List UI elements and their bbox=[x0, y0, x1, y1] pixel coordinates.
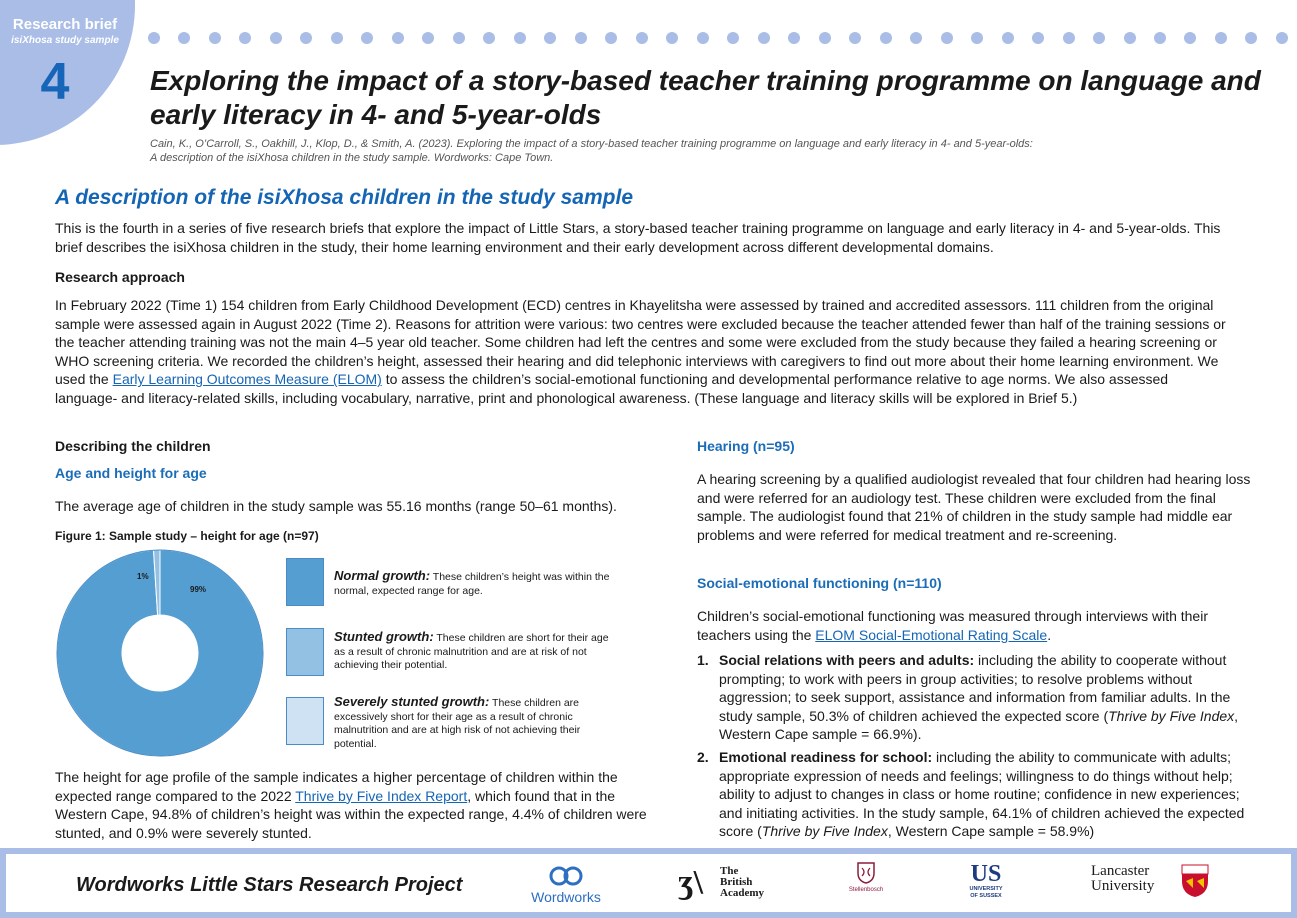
section-title: A description of the isiXhosa children in the study sample bbox=[55, 186, 633, 209]
social-emotional-paragraph bbox=[697, 607, 1252, 644]
age-paragraph: The average age of children in the study sample was 55.16 months (range 50–61 months). bbox=[55, 498, 617, 514]
divider-dot bbox=[422, 32, 434, 44]
corner-sublabel: isiXhosa study sample bbox=[11, 35, 119, 46]
brief-number: 4 bbox=[40, 53, 70, 111]
lancaster-text bbox=[1091, 864, 1154, 894]
lancaster-line: Lancaster bbox=[1091, 863, 1150, 879]
dotted-divider bbox=[148, 32, 1288, 44]
divider-dot bbox=[331, 32, 343, 44]
legend-desc: These children are short for their age as a result of chronic malnutrition and are at risk of not achieving their potential. bbox=[334, 632, 609, 671]
divider-dot bbox=[819, 32, 831, 44]
list-item-text: including the ability to communicate with adults; appropriate expression of needs and feelings; willingness to do things without help; ability to adjust to changes in class or home routine; confidence in new experiences; and initiating activities. In the study sample, 64.1% of children achieved the expected score ( bbox=[719, 748, 1245, 840]
divider-dot bbox=[971, 32, 983, 44]
donut-data-label: 99% bbox=[190, 585, 207, 594]
stellenbosch-logo bbox=[841, 862, 891, 893]
divider-dot bbox=[178, 32, 190, 44]
ba-line: British bbox=[720, 876, 753, 888]
wordworks-logo-text: Wordworks bbox=[531, 889, 601, 905]
elom-link[interactable]: Early Learning Outcomes Measure (ELOM) bbox=[112, 371, 382, 388]
page-title-line: early literacy in 4- and 5-year-olds bbox=[150, 99, 602, 130]
divider-dot bbox=[270, 32, 282, 44]
divider-dot bbox=[1032, 32, 1044, 44]
list-item bbox=[697, 651, 1252, 744]
page-title bbox=[150, 64, 1270, 132]
divider-dot bbox=[727, 32, 739, 44]
lancaster-crest-icon bbox=[1181, 864, 1209, 898]
sussex-logo bbox=[961, 862, 1011, 900]
divider-dot bbox=[666, 32, 678, 44]
legend-swatch-normal bbox=[286, 558, 324, 606]
social-emotional-heading: Social-emotional functioning (n=110) bbox=[697, 575, 942, 591]
legend-text-normal bbox=[334, 569, 614, 598]
list-number: 2. bbox=[697, 748, 709, 765]
wordworks-logo-mark bbox=[549, 864, 583, 888]
divider-dot bbox=[392, 32, 404, 44]
sussex-mark: US bbox=[970, 861, 1002, 887]
list-item-title: Social relations with peers and adults: bbox=[719, 652, 975, 668]
divider-dot bbox=[1063, 32, 1075, 44]
divider-dot bbox=[1124, 32, 1136, 44]
hearing-heading: Hearing (n=95) bbox=[697, 438, 795, 454]
se-text: . bbox=[1047, 626, 1052, 643]
ba-line: The bbox=[720, 865, 739, 877]
british-academy-text bbox=[720, 866, 764, 899]
legend-text-stunted bbox=[334, 630, 614, 673]
footer bbox=[0, 848, 1297, 918]
list-item-text: , Western Cape sample = 66.9%). bbox=[719, 707, 1239, 743]
divider-dot bbox=[575, 32, 587, 44]
divider-dot bbox=[941, 32, 953, 44]
social-emotional-list bbox=[697, 651, 1252, 845]
approach-text: In February 2022 (Time 1) 154 children from Early Childhood Development (ECD) centres in Khayelitsha were assessed by trained and accredited assessors. 111 children from the original sample were assessed again in August 2022 (Time 2). Reasons for attrition were various: two centres were excluded because the teacher attended fewer than half of the training sessions or the teacher attending training was not the main 4–5 year old teacher. Some children had left the centres and some were excluded from the study because they failed a hearing screening or WHO screening criteria. We recorded the children’s height, assessed their hearing and did telephonic interviews with caregivers to find out more about their home learning environment. We used the bbox=[55, 297, 1226, 388]
divider-dot bbox=[239, 32, 251, 44]
lancaster-line: University bbox=[1091, 878, 1155, 894]
divider-dot bbox=[910, 32, 922, 44]
research-approach-heading: Research approach bbox=[55, 269, 185, 285]
footer-title: Wordworks Little Stars Research Project bbox=[76, 874, 463, 896]
approach-text: to assess the children’s social-emotional functioning and developmental performance relative to age norms. We also assessed language- and literacy-related skills, including vocabulary, narrative, print and phonological awareness. (These language and literacy skills will be explored in Brief 5.) bbox=[55, 371, 1169, 406]
stellenbosch-crest-icon bbox=[857, 862, 875, 884]
figure-title: Figure 1: Sample study – height for age (n=97) bbox=[55, 529, 319, 543]
thrive-by-five-link[interactable]: Thrive by Five Index Report bbox=[295, 787, 468, 804]
height-profile-paragraph bbox=[55, 768, 660, 842]
divider-dot bbox=[788, 32, 800, 44]
wordworks-logo bbox=[526, 864, 606, 905]
divider-dot bbox=[361, 32, 373, 44]
british-academy-logo bbox=[678, 866, 778, 906]
legend-title: Stunted growth: bbox=[334, 629, 434, 644]
list-number: 1. bbox=[697, 652, 709, 668]
citation-line: A description of the isiXhosa children in the study sample. Wordworks: Cape Town. bbox=[150, 152, 554, 164]
elom-se-rating-link[interactable]: ELOM Social-Emotional Rating Scale bbox=[815, 626, 1048, 643]
divider-dot bbox=[544, 32, 556, 44]
divider-dot bbox=[1184, 32, 1196, 44]
corner-label: Research brief bbox=[12, 16, 118, 33]
sussex-line: OF SUSSEX bbox=[970, 893, 1002, 899]
british-academy-mark: ʒ\ bbox=[678, 864, 704, 901]
list-item-text: including the ability to cooperate without prompting; to work with peers in group activities; to resolve problems without aggression; to seek support, assistance and information from familiar adults. In the study sample, 50.3% of children achieved the expected score ( bbox=[719, 652, 1231, 724]
divider-dot bbox=[697, 32, 709, 44]
list-item-source: Thrive by Five Index bbox=[761, 823, 888, 840]
describing-children-heading: Describing the children bbox=[55, 438, 211, 454]
height-for-age-donut-chart bbox=[55, 548, 265, 758]
footer-panel bbox=[6, 854, 1291, 912]
se-text: Children’s social-emotional functioning was measured through interviews with their teachers using the bbox=[697, 608, 1208, 643]
legend-title: Normal growth: bbox=[334, 568, 431, 583]
legend-desc: These children’s height was within the normal, expected range for age. bbox=[334, 571, 610, 597]
list-item-title: Emotional readiness for school: bbox=[719, 748, 933, 765]
citation-line: Cain, K., O’Carroll, S., Oakhill, J., Klop, D., & Smith, A. (2023). Exploring the impact of a story-based teacher training programme on language and early literacy in 4- and 5-year-olds: bbox=[150, 138, 1033, 150]
age-height-heading: Age and height for age bbox=[55, 465, 207, 481]
legend-desc: These children are excessively short for their age as a result of chronic malnutrition and are at high risk of not achieving their potential. bbox=[334, 697, 581, 750]
divider-dot bbox=[483, 32, 495, 44]
divider-dot bbox=[1154, 32, 1166, 44]
divider-dot bbox=[209, 32, 221, 44]
stellenbosch-text: Stellenbosch bbox=[848, 887, 884, 893]
legend-swatch-stunted bbox=[286, 628, 324, 676]
divider-dot bbox=[605, 32, 617, 44]
divider-dot bbox=[1093, 32, 1105, 44]
list-item-text: , Western Cape sample = 58.9%) bbox=[887, 823, 1095, 840]
donut-data-label: 1% bbox=[137, 572, 149, 581]
citation bbox=[150, 137, 1150, 165]
divider-dot bbox=[636, 32, 648, 44]
divider-dot bbox=[880, 32, 892, 44]
divider-dot bbox=[1276, 32, 1288, 44]
divider-dot bbox=[758, 32, 770, 44]
divider-dot bbox=[453, 32, 465, 44]
legend-swatch-severely-stunted bbox=[286, 697, 324, 745]
divider-dot bbox=[514, 32, 526, 44]
profile-text: The height for age profile of the sample indicates a higher percentage of children within the expected range compared to the 2022 bbox=[55, 769, 618, 804]
sussex-line: UNIVERSITY bbox=[969, 886, 1003, 892]
hearing-paragraph: A hearing screening by a qualified audiologist revealed that four children had hearing loss and were referred for an audiology test. These children were excluded from the final sample. The audiologist found that 21% of children in the study sample had middle ear problems and were referred for medical treatment and re-screening. bbox=[697, 471, 1251, 543]
list-item-source: Thrive by Five Index bbox=[1108, 707, 1235, 724]
divider-dot bbox=[300, 32, 312, 44]
divider-dot bbox=[1215, 32, 1227, 44]
divider-dot bbox=[1245, 32, 1257, 44]
divider-dot bbox=[849, 32, 861, 44]
profile-text: , which found that in the Western Cape, 94.8% of children’s height was within the expected range, 4.4% of children were stunted, and 0.9% were severely stunted. bbox=[55, 787, 647, 841]
divider-dot bbox=[148, 32, 160, 44]
intro-paragraph: This is the fourth in a series of five research briefs that explore the impact of Little Stars, a story-based teacher training programme on language and early literacy in 4- and 5-year-olds. This brief describes the isiXhosa children in the study, their home learning environment and their early development across different developmental domains. bbox=[55, 220, 1221, 255]
research-approach-paragraph bbox=[55, 296, 1230, 408]
legend-title: Severely stunted growth: bbox=[334, 694, 490, 709]
ba-line: Academy bbox=[720, 887, 764, 899]
divider-dot bbox=[1002, 32, 1014, 44]
list-item bbox=[697, 748, 1252, 841]
page-title-line: Exploring the impact of a story-based teacher training programme on language and bbox=[150, 65, 1261, 96]
legend-text-severely-stunted bbox=[334, 695, 614, 751]
